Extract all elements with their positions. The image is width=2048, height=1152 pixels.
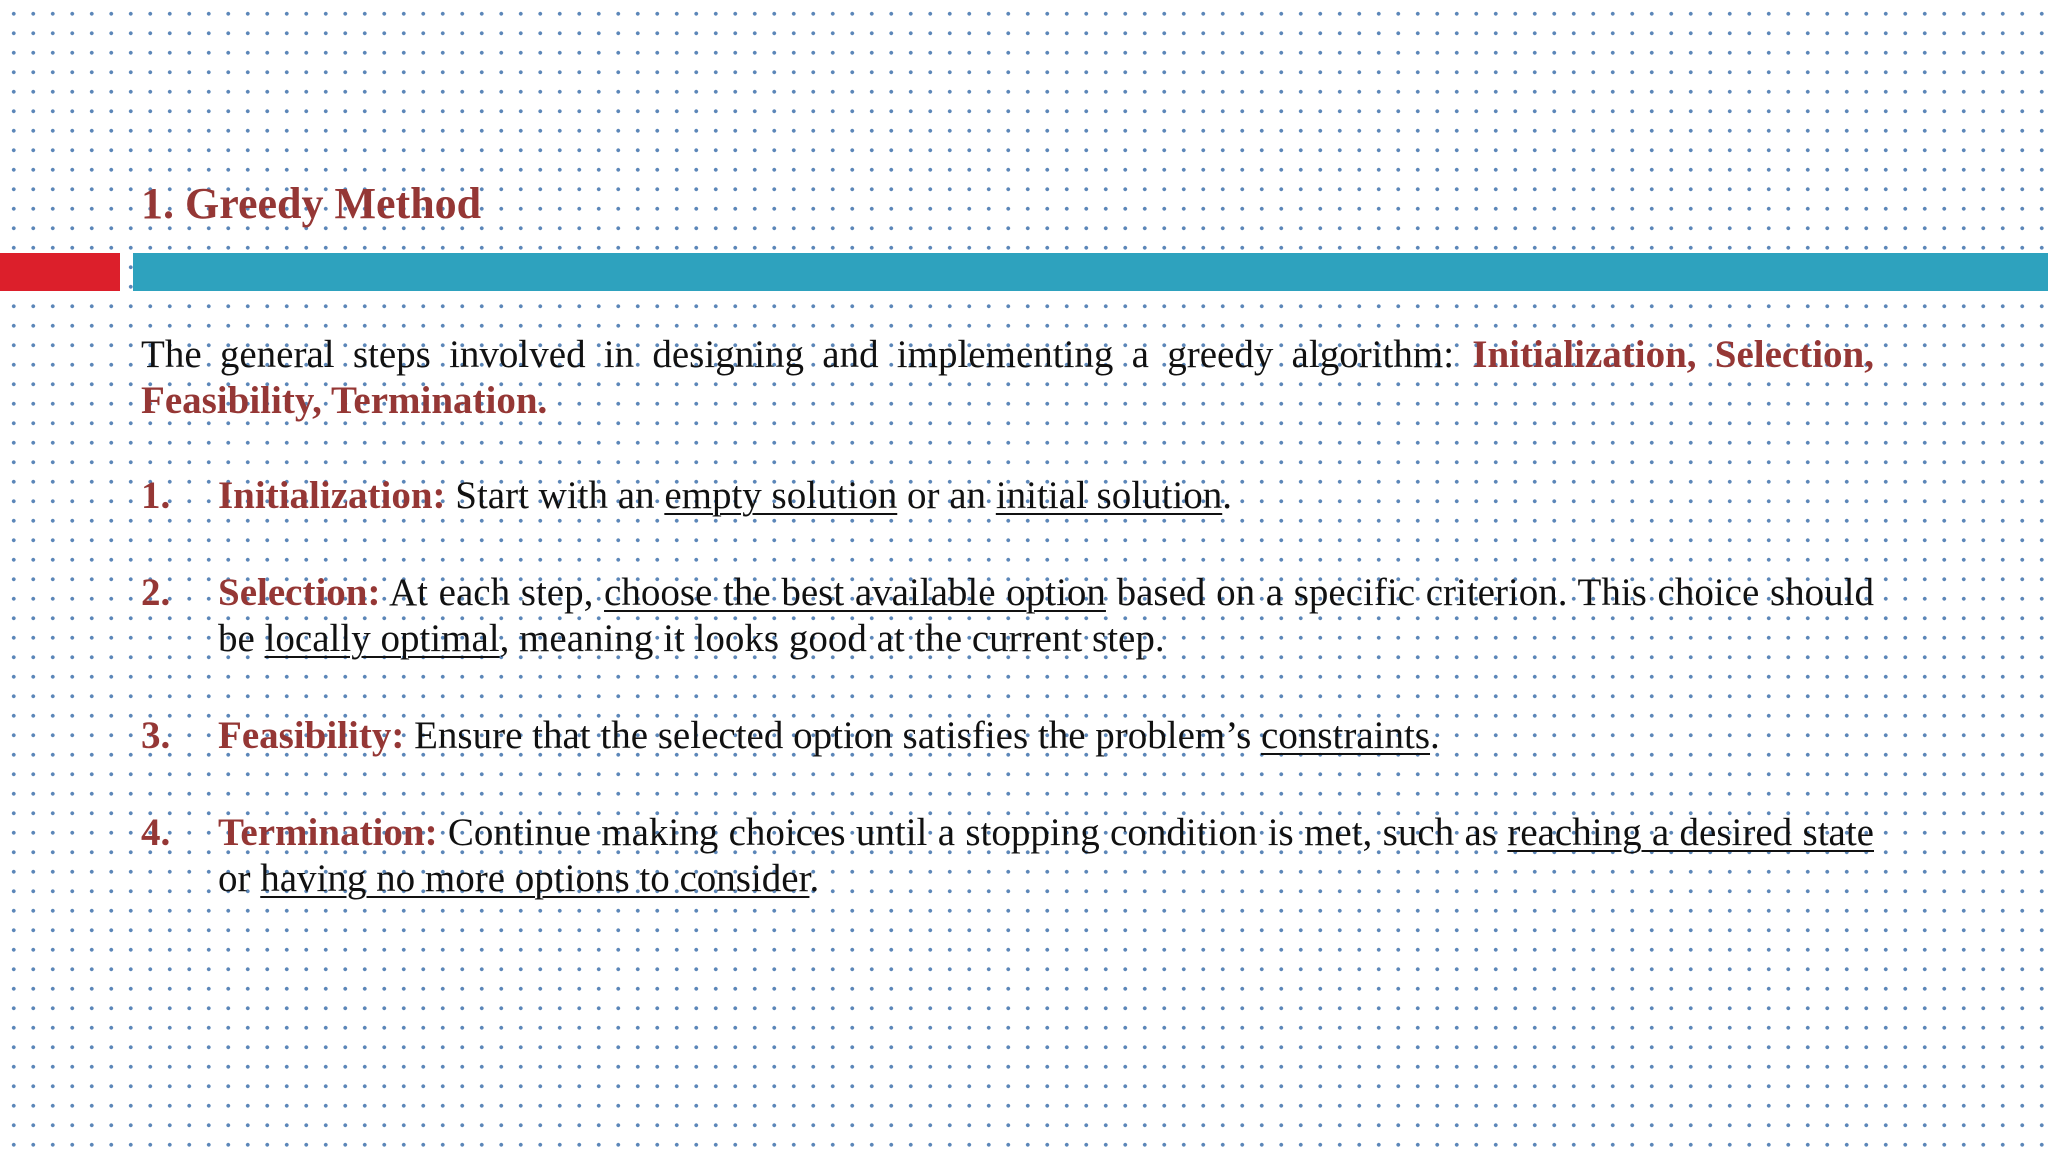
step-text: At each step,	[380, 571, 605, 614]
step-underlined-text: choose the best available option	[604, 571, 1106, 614]
step-term: Feasibility:	[218, 714, 405, 757]
step-feasibility	[141, 713, 1874, 759]
step-text: or	[218, 857, 261, 900]
accent-bar-teal	[133, 253, 2048, 291]
step-text: Ensure that the selected option satisfies the problem’s	[404, 714, 1262, 757]
step-termination	[141, 810, 1874, 902]
slide-title: 1. Greedy Method	[141, 179, 482, 228]
step-underlined-text: initial solution	[995, 474, 1223, 517]
step-underlined-text: locally optimal	[264, 617, 500, 660]
slide-content	[141, 332, 1874, 953]
steps-list	[141, 473, 1874, 902]
step-text: .	[809, 857, 820, 900]
intro-paragraph	[141, 332, 1874, 424]
step-number: 3.	[141, 714, 171, 757]
step-initialization	[141, 473, 1874, 519]
step-underlined-text: reaching a desired state	[1507, 811, 1874, 854]
step-underlined-text: empty solution	[664, 474, 898, 517]
intro-text: The general steps involved in designing and implementing a greedy algorithm:	[141, 333, 1473, 376]
step-number: 2.	[141, 571, 171, 614]
intro-highlight: Initialization, Selection, Feasibility, Termination.	[141, 333, 1874, 422]
step-text: or an	[897, 474, 996, 517]
step-underlined-text: constraints	[1261, 714, 1431, 757]
step-number: 4.	[141, 811, 171, 854]
step-term: Termination:	[218, 811, 438, 854]
step-text: Continue making choices until a stopping condition is met, such as	[437, 811, 1508, 854]
step-term: Selection:	[218, 571, 381, 614]
accent-bar-red	[0, 253, 120, 291]
step-text: Start with an	[445, 474, 665, 517]
step-text: .	[1430, 714, 1440, 757]
step-term: Initialization:	[218, 474, 446, 517]
step-selection	[141, 570, 1874, 662]
step-text: based on a specific criterion. This choice should be	[218, 571, 1874, 660]
step-text: , meaning it looks good at the current step.	[499, 617, 1165, 660]
step-text: .	[1222, 474, 1232, 517]
step-underlined-text: having no more options to consider	[260, 857, 810, 900]
step-number: 1.	[141, 474, 171, 517]
